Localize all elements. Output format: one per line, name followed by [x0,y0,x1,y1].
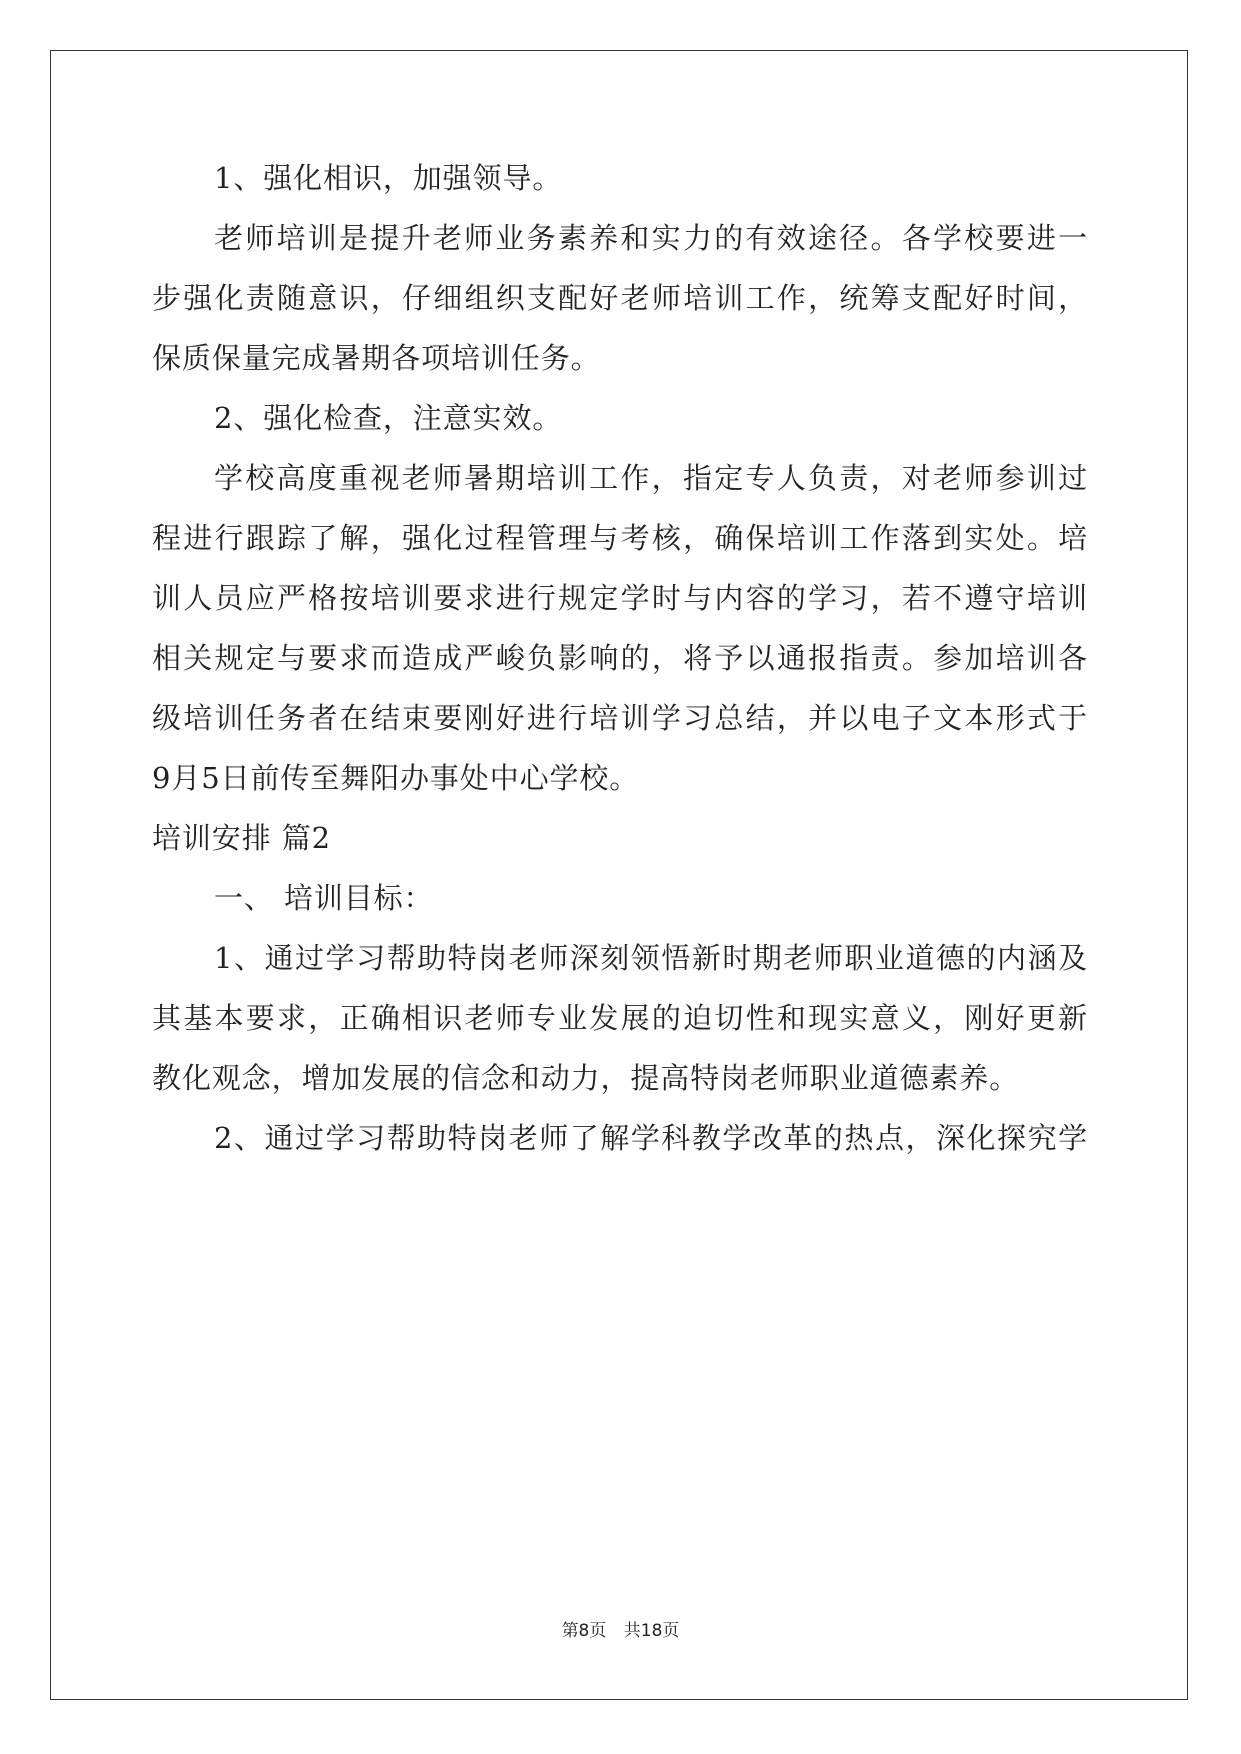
paragraph-line: 2、强化检查，注意实效。 [214,401,563,435]
subsection-heading: 一、 培训目标： [214,881,434,915]
paragraph-line: 其基本要求，正确相识老师专业发展的迫切性和现实意义，刚好更新 [152,1001,1088,1035]
page-footer [0,1616,1241,1641]
page-total: 共18页 [623,1621,680,1641]
section-heading: 培训安排 篇2 [152,821,331,855]
document-body [152,158,1088,1178]
paragraph-line: 学校高度重视老师暑期培训工作，指定专人负责，对老师参训过 [214,461,1088,495]
paragraph-line: 2、通过学习帮助特岗老师了解学科教学改革的热点，深化探究学 [214,1121,1088,1155]
paragraph-line: 程进行跟踪了解，强化过程管理与考核，确保培训工作落到实处。培 [152,521,1088,555]
page-number: 第8页 [561,1621,607,1641]
paragraph-line: 1、通过学习帮助特岗老师深刻领悟新时期老师职业道德的内涵及 [214,941,1088,975]
paragraph-line: 1、强化相识，加强领导。 [214,161,563,195]
paragraph-line: 教化观念，增加发展的信念和动力，提高特岗老师职业道德素养。 [152,1061,1020,1095]
paragraph-line: 9月5日前传至舞阳办事处中心学校。 [152,761,640,795]
paragraph-line: 老师培训是提升老师业务素养和实力的有效途径。各学校要进一 [214,221,1088,255]
paragraph-line: 保质保量完成暑期各项培训任务。 [152,341,601,375]
paragraph-line: 步强化责随意识，仔细组织支配好老师培训工作，统筹支配好时间， [152,281,1088,315]
paragraph-line: 相关规定与要求而造成严峻负影响的，将予以通报指责。参加培训各 [152,641,1088,675]
paragraph-line: 级培训任务者在结束要刚好进行培训学习总结，并以电子文本形式于 [152,701,1088,735]
paragraph-line: 训人员应严格按培训要求进行规定学时与内容的学习，若不遵守培训 [152,581,1088,615]
